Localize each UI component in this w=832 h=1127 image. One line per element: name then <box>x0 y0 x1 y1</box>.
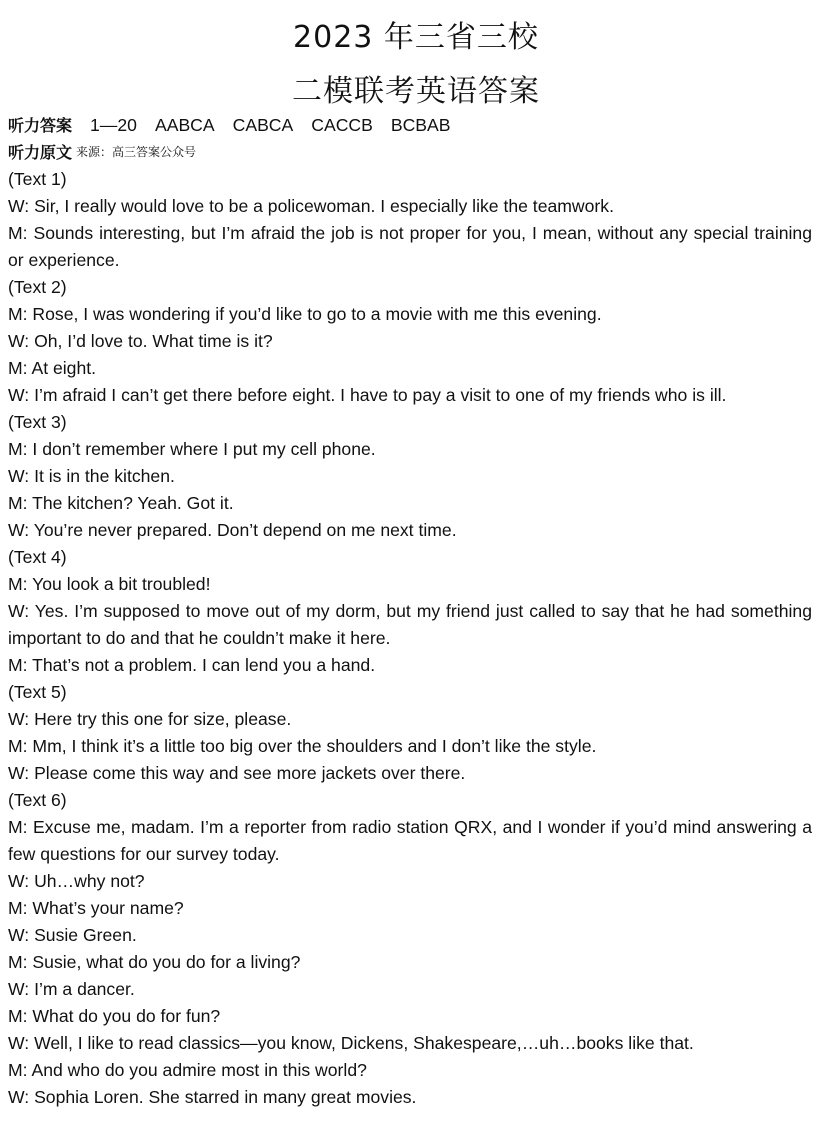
section-heading: (Text 2) <box>8 277 67 297</box>
dialogue-line: W: Well, I like to read classics—you know, Dickens, Shakespeare,…uh…books like that. <box>8 1033 694 1053</box>
dialogue-line: W: It is in the kitchen. <box>8 466 175 486</box>
dialogue-line: M: Sounds interesting, but I’m afraid the job is not proper for you, I mean, without any special training or experience. <box>8 223 812 270</box>
dialogue-line: M: Susie, what do you do for a living? <box>8 952 301 972</box>
dialogue-line: M: Excuse me, madam. I’m a reporter from radio station QRX, and I wonder if you’d mind answering a few questions for our survey today. <box>8 817 812 864</box>
answer-group: AABCA <box>154 115 215 135</box>
dialogue-line: M: At eight. <box>8 358 97 378</box>
source-note: 来源：高三答案公众号 <box>76 145 197 159</box>
document-subtitle: 二模联考英语答案 <box>292 74 540 109</box>
transcript-heading-line <box>8 139 812 166</box>
dialogue-line: M: I don’t remember where I put my cell phone. <box>8 439 376 459</box>
dialogue-line: W: Uh…why not? <box>8 871 145 891</box>
dialogue-line: W: Sophia Loren. She starred in many great movies. <box>8 1087 417 1107</box>
dialogue-line: W: Yes. I’m supposed to move out of my dorm, but my friend just called to say that he had something important to do and that he couldn’t make it here. <box>8 601 812 648</box>
dialogue-line: M: The kitchen? Yeah. Got it. <box>8 493 234 513</box>
answer-group: CABCA <box>232 115 294 135</box>
answer-key-label: 听力答案 <box>8 116 73 135</box>
section-heading: (Text 3) <box>8 412 67 432</box>
dialogue-line: W: Here try this one for size, please. <box>8 709 292 729</box>
dialogue-line: W: Susie Green. <box>8 925 137 945</box>
dialogue-line: M: Rose, I was wondering if you’d like to go to a movie with me this evening. <box>8 304 602 324</box>
document-title: 2023 年三省三校 <box>293 20 539 55</box>
section-heading: (Text 6) <box>8 790 67 810</box>
dialogue-line: M: Mm, I think it’s a little too big over the shoulders and I don’t like the style. <box>8 736 597 756</box>
dialogue-line: M: That’s not a problem. I can lend you a hand. <box>8 655 376 675</box>
dialogue-line: M: What do you do for fun? <box>8 1006 221 1026</box>
dialogue-line: M: And who do you admire most in this world? <box>8 1060 367 1080</box>
section-heading: (Text 1) <box>8 169 67 189</box>
section-heading: (Text 4) <box>8 547 67 567</box>
dialogue-line: W: I’m a dancer. <box>8 979 135 999</box>
answer-group: BCBAB <box>390 115 451 135</box>
transcript-label: 听力原文 <box>8 143 73 162</box>
dialogue-line: M: What’s your name? <box>8 898 184 918</box>
dialogue-line: W: Oh, I’d love to. What time is it? <box>8 331 273 351</box>
dialogue-line: W: Please come this way and see more jackets over there. <box>8 763 466 783</box>
answer-group: CACCB <box>311 115 373 135</box>
dialogue-line: M: You look a bit troubled! <box>8 574 211 594</box>
answer-key-line <box>8 112 812 139</box>
section-heading: (Text 5) <box>8 682 67 702</box>
document-body <box>8 112 812 1111</box>
answer-range: 1—20 <box>90 115 137 135</box>
dialogue-line: W: You’re never prepared. Don’t depend on me next time. <box>8 520 457 540</box>
dialogue-line: W: I’m afraid I can’t get there before eight. I have to pay a visit to one of my friends who is ill. <box>8 385 727 405</box>
dialogue-line: W: Sir, I really would love to be a policewoman. I especially like the teamwork. <box>8 196 614 216</box>
